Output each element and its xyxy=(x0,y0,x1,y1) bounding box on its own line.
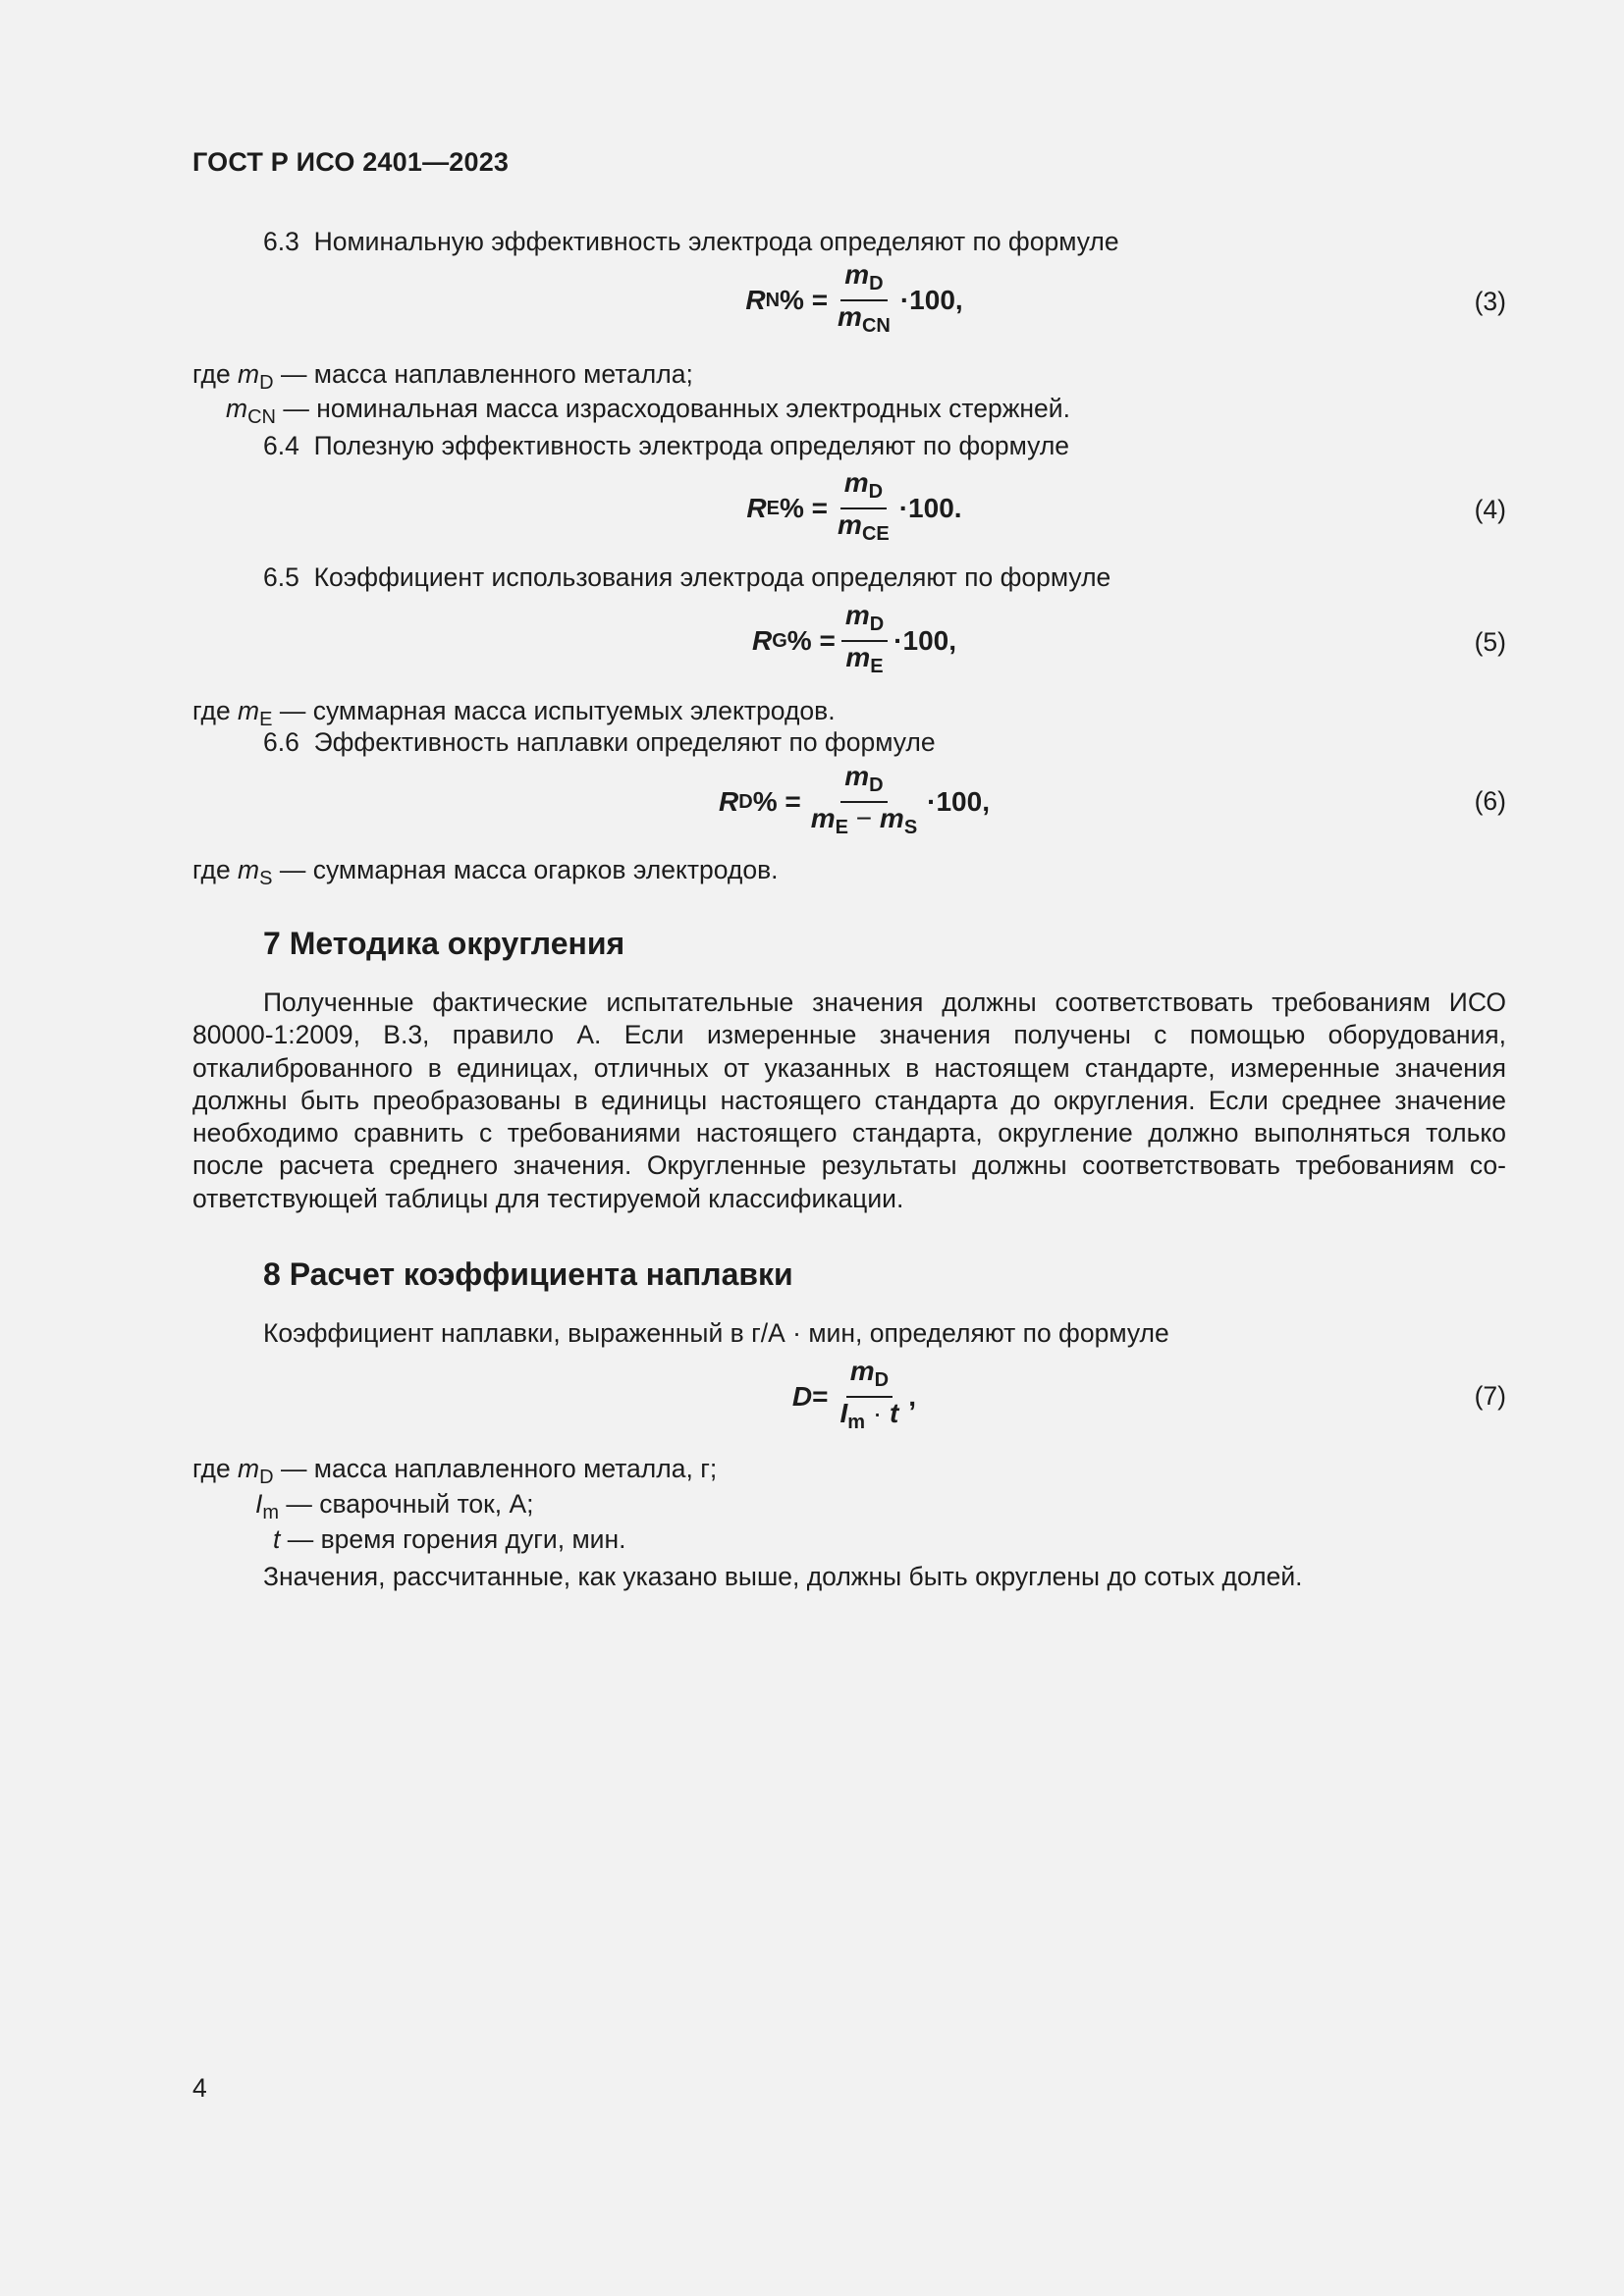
clause-text: Полезную эффективность электрода определяют по формуле xyxy=(313,431,1070,460)
section-8-heading: 8 Расчет коэффициента наплавки xyxy=(263,1256,793,1292)
clause-number: 6.4 xyxy=(263,431,299,460)
fraction-denominator: $m_{CN}$ xyxy=(838,301,891,337)
formula-3 xyxy=(550,259,1159,337)
paragraph-text: Полученные фактические испытательные значения должны соответствовать требованиям ИСО 80000-1:2009, В.3, правило А. Если измеренные значения получены с помощью оборудования, откалиброванного в единицах, отличных от указанных в настоящем стандарте, измеренные значения должны быть преобразованы в единицы настоящего стандарта до округления. Если среднее значение необходимо сравнить с требованиями настоящего стандарта, округление должно выполняться только после расчета среднего значения. Округленные результаты должны соответствовать требованиям соответствующей таблицы для тестируемой классификации. xyxy=(192,988,1506,1213)
formula-lhs-sub: N xyxy=(765,289,781,311)
formula-fraction: $\frac{m_D}{I_m \cdot t}$ xyxy=(839,1356,899,1433)
section-7-heading: 7 Методика округления xyxy=(263,926,625,961)
section-7-body xyxy=(192,987,1506,1215)
clause-number: 6.3 xyxy=(263,227,299,256)
fraction-numerator: $m_D$ xyxy=(840,260,887,301)
formula-fraction xyxy=(834,260,894,341)
document-header: ГОСТ Р ИСО 2401—2023 xyxy=(192,147,510,177)
definition-mCN: $m_{CN}$ — номинальная масса израсходованных электродных стержней. xyxy=(226,394,1070,428)
formula-lhs: R xyxy=(745,285,766,315)
clause-6-5 xyxy=(263,561,1110,594)
equation-number-5: (5) xyxy=(1474,627,1506,657)
formula-4: R E % = $\frac{m_D}{m_{CE}}$ ·100. xyxy=(550,479,1159,538)
page-number: 4 xyxy=(192,2073,207,2103)
clause-6-6 xyxy=(263,726,936,759)
clause-number: 6.5 xyxy=(263,562,299,592)
definition-mD: где $m_D$ — масса наплавленного металла; xyxy=(192,359,693,394)
clause-6-3 xyxy=(263,226,1119,258)
clause-text: Эффективность наплавки определяют по формуле xyxy=(313,727,936,757)
formula-7: D = $\frac{m_D}{I_m \cdot t}$ , xyxy=(550,1366,1159,1427)
clause-number: 6.6 xyxy=(263,727,299,757)
definition-t: t — время горения дуги, мин. xyxy=(273,1524,626,1554)
formula-fraction: $\frac{m_D}{m_E}$ xyxy=(841,601,888,681)
definition-Im: $I_m$ — сварочный ток, А; xyxy=(255,1489,534,1523)
clause-6-4 xyxy=(263,430,1069,462)
clause-text: Номинальную эффективность электрода определяют по формуле xyxy=(313,227,1119,256)
final-note: Значения, рассчитанные, как указано выше, должны быть округлены до сотых долей. xyxy=(263,1562,1303,1591)
formula-equals: % = xyxy=(780,285,829,315)
definition-mE: где $m_E$ — суммарная масса испытуемых электродов. xyxy=(192,696,836,730)
formula-fraction: $\frac{m_D}{m_{CE}}$ xyxy=(838,467,890,545)
definition-mS: где $m_S$ — суммарная масса огарков электродов. xyxy=(192,855,779,889)
formula-6: R D % = $\frac{m_D}{m_E - m_S}$ ·100, xyxy=(550,772,1159,832)
section-8-intro: Коэффициент наплавки, выраженный в г/А · мин, определяют по формуле xyxy=(263,1318,1169,1348)
definition-mD-grams: где $m_D$ — масса наплавленного металла, г; xyxy=(192,1454,718,1488)
equation-number-7: (7) xyxy=(1474,1381,1506,1411)
equation-number-4: (4) xyxy=(1474,495,1506,524)
formula-fraction: $\frac{m_D}{m_E - m_S}$ xyxy=(810,761,918,838)
clause-text: Коэффициент использования электрода определяют по формуле xyxy=(313,562,1111,592)
formula-5: R G % = $\frac{m_D}{m_E}$ ·100, xyxy=(550,611,1159,671)
formula-tail: ·100, xyxy=(899,285,963,315)
equation-number-3: (3) xyxy=(1474,287,1506,316)
equation-number-6: (6) xyxy=(1474,786,1506,816)
